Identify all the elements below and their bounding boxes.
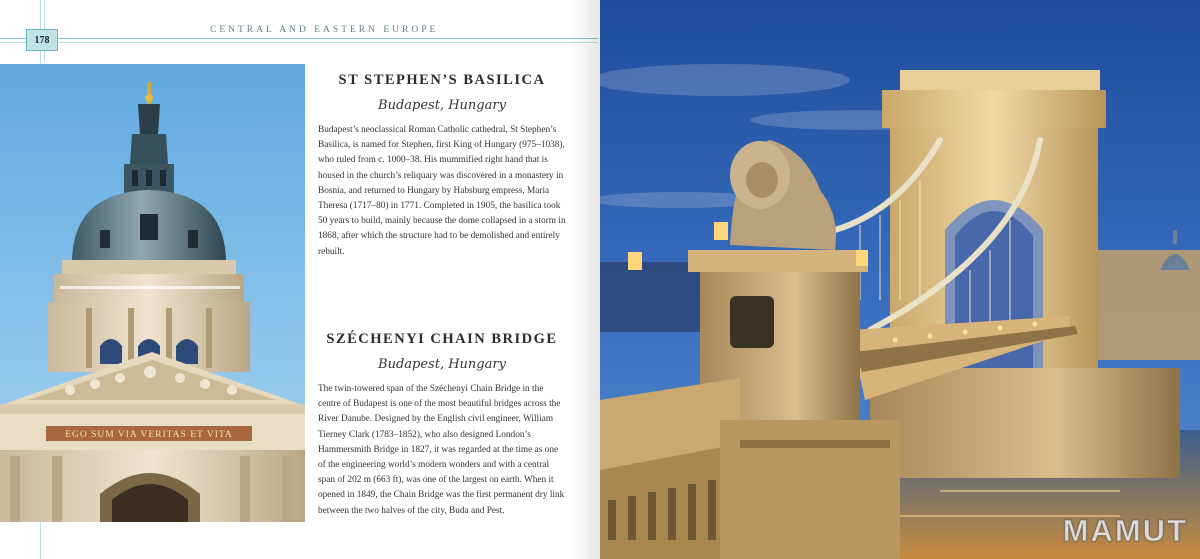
basilica-photo (0, 64, 305, 522)
article-place: Budapest, Hungary (378, 357, 506, 372)
header-rule (0, 42, 598, 43)
page-number-box (26, 29, 58, 51)
article-body: Budapest’s neoclassical Roman Catholic cathedral, St Stephen’s Basilica, is named for Stephen, first King of Hungary (975–1038), who ruled from c. 1000–38. His mummified right hand that is housed in the church’s reliquary was discovered in a monastery in Bosnia, and returned to Hungary by Habsburg empress, Maria Theresa (1717–80) in 1771. Completed in 1905, the basilica took 50 years to build, mainly because the dome collapsed in a storm in 1868, after which the structure had to be demolished and entirely rebuilt. (318, 125, 566, 257)
header-rule (0, 38, 598, 39)
article-place: Budapest, Hungary (378, 98, 506, 113)
article-body: The twin-towered span of the Széchenyi Chain Bridge in the centre of Budapest is one of the most beautiful bridges across the River Danube. Designed by the English civil engineer, William Tierney Clark (1783–1852), who also designed London’s Hammersmith Bridge in 1827, it was regarded at the time as one of the engineering world’s modern wonders and with a central span of 202 m (663 ft), was one of the largest on earth. When it opened in 1849, the Chain Bridge was the first permanent dry link between the two halves of the city, Buda and Pest. (318, 384, 565, 516)
article-szechenyi-chain-bridge (318, 331, 566, 519)
running-head: CENTRAL AND EASTERN EUROPE (210, 25, 439, 35)
basilica-inscription: EGO SUM VIA VERITAS ET VITA (65, 430, 233, 440)
article-title: ST STEPHEN’S BASILICA (338, 72, 546, 88)
article-title: SZÉCHENYI CHAIN BRIDGE (326, 331, 558, 347)
page-number: 178 (34, 34, 50, 46)
watermark: MAMUT (1062, 513, 1188, 548)
chain-bridge-photo (600, 0, 1200, 559)
article-st-stephens-basilica (318, 72, 566, 260)
gutter-shadow (572, 0, 600, 559)
